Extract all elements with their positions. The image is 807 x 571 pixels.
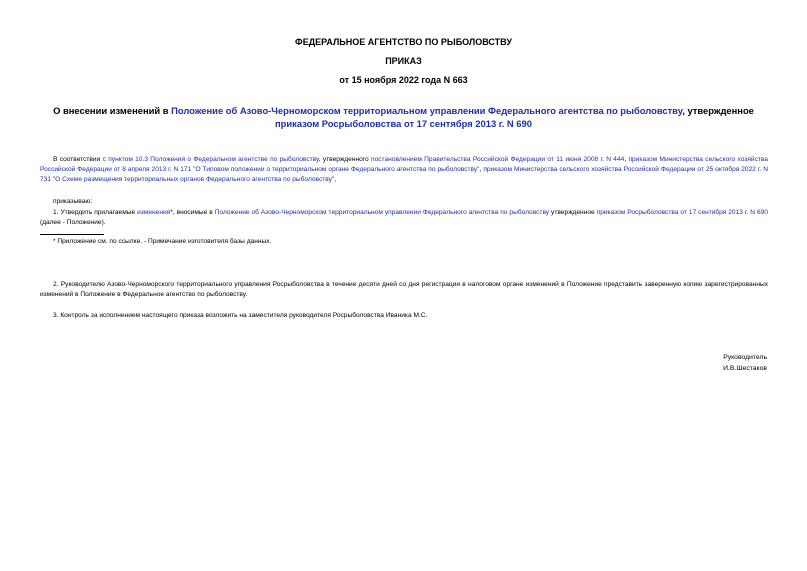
preamble-link-decree[interactable]: постановлением Правительства Российской Федерации от 11 июня 2008 г. N 444 [371,156,625,163]
item1-link-regulation[interactable]: Положение об Азово-Черноморском территориальном управлении Федерального агентства по рыболовству [214,209,550,216]
signature-name: И.В.Шестаков [723,365,767,372]
heading-link-regulation[interactable]: Положение об Азово-Черноморском территориальном управлении Федерального агентства по рыболовству [171,105,683,116]
heading-middle: , утвержденное [682,105,754,116]
item-2-paragraph: 2. Руководителю Азово-Черноморского территориального управления Росрыболовства в течение десяти дней со дня регистрации в налоговом органе изменений в Положение представить заверенную копию зарегистрированных изменений в Положение в Федеральное агентство по рыболовству. [40,281,768,298]
signature-block [723,352,767,374]
item1-link-changes[interactable]: изменения [137,209,171,216]
preamble-link-order-171[interactable]: приказом Министерства сельского хозяйства Российской Федерации от 8 апреля 2013 г. N 171 "О Типовом положении о территориальном органе Федерального агентства по рыболовству" [40,156,768,173]
heading-link-order[interactable]: приказом Росрыболовства от 17 сентября 2013 г. N 690 [275,118,532,129]
preamble-link-item[interactable]: с пунктом 10.3 Положения о Федеральном агентстве по рыболовству [102,156,319,163]
item1-text-2: утвержденное [549,209,597,216]
preamble-text-1: , утвержденного [318,156,372,163]
item1-text-1: *, вносимые в [170,209,215,216]
preamble-text-3: , [479,165,484,173]
document-heading [40,104,767,130]
item1-prefix: 1. Утвердить прилагаемые [53,209,138,216]
item1-link-order[interactable]: приказом Росрыболовства от 17 сентября 2013 г. N 690 [596,209,768,216]
preamble-link-order-731[interactable]: приказом Министерства сельского хозяйства Российской Федерации от 25 октября 2022 г. N 731 "О Схеме размещения территориальных органов Федерального агентства по рыболовству" [40,165,769,183]
preamble-text-2: , [624,156,629,163]
ordered-word: приказываю: [53,198,93,205]
signature-title: Руководитель [723,354,767,361]
agency-name: ФЕДЕРАЛЬНОЕ АГЕНТСТВО ПО РЫБОЛОВСТВУ [295,37,512,47]
document-date-number: от 15 ноября 2022 года N 663 [339,75,468,85]
preamble-text-4: , [334,175,337,183]
footnote-text: * Приложение см. по ссылке. - Примечание изготовителя базы данных. [53,238,272,245]
heading-prefix: О внесении изменений в [53,105,172,116]
footnote-divider [40,234,104,235]
item1-text-3: (далее - Положение). [40,218,106,226]
preamble-prefix: В соответствии [53,156,103,163]
preamble-paragraph [40,155,768,184]
document-type: ПРИКАЗ [385,56,422,66]
item-3-paragraph: 3. Контроль за исполнением настоящего приказа возложить на заместителя руководителя Росрыболовства Иваника М.С. [53,312,428,319]
item-1-paragraph [40,208,768,228]
